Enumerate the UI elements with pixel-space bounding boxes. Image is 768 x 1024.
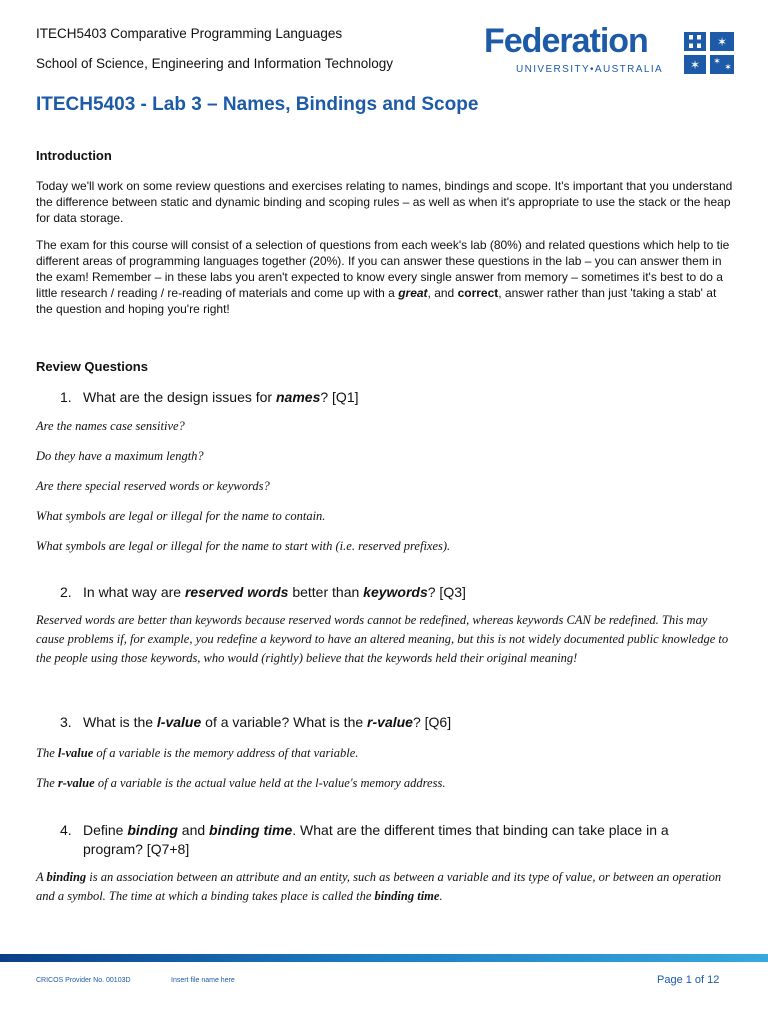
question-text — [83, 713, 713, 732]
q4-answer — [36, 868, 736, 906]
q1-emphasis: names — [276, 389, 321, 405]
q2-answer: Reserved words are better than keywords because reserved words cannot be redefined, whereas keywords CAN be redefined. This may cause problems if, for example, you redefine a keyword to have an altered meaning, but this is not widely documented public knowledge to the people using those keywords, who would (rightly) believe that the keywords held their original meaning! — [36, 613, 729, 665]
q1-answer-2: Do they have a maximum length? — [36, 449, 204, 463]
q1-text-pre: What are the design issues for — [83, 389, 276, 405]
q4-a-mid: is an association between an attribute and an entity, such as between a variable and its type of value, or between an operation and a symbol. The time at which a binding takes place is called the — [36, 870, 722, 903]
question-text — [83, 388, 713, 407]
svg-text:✶: ✶ — [689, 58, 701, 72]
file-name: Insert file name here — [171, 977, 235, 984]
svg-text:✶: ✶ — [713, 57, 721, 67]
school-header: School of Science, Engineering and Information Technology — [36, 56, 393, 71]
q3-answer-2 — [36, 774, 736, 793]
q4-text-pre: Define — [83, 822, 128, 838]
q3-text-pre: What is the — [83, 714, 157, 730]
svg-text:✶: ✶ — [716, 35, 728, 49]
q4-emphasis-1: binding — [127, 822, 178, 838]
intro-p2-text-c: , answer rather than just 'taking a stab' at the question and hoping you're right! — [36, 286, 717, 316]
q3-a1-pre: The — [36, 746, 58, 760]
q1-answer-4: What symbols are legal or illegal for the name to contain. — [36, 509, 326, 523]
q1-answer-1: Are the names case sensitive? — [36, 419, 185, 433]
question-text — [83, 821, 713, 859]
intro-p2-text-b: , and — [427, 286, 458, 300]
page-title: ITECH5403 - Lab 3 – Names, Bindings and Scope — [36, 94, 479, 115]
q1-answer-3: Are there special reserved words or keywords? — [36, 479, 270, 493]
q4-text-mid: and — [177, 822, 210, 838]
intro-p2-great: great — [398, 286, 428, 300]
flag-icon — [684, 32, 734, 74]
q3-a2-bold: r-value — [57, 776, 95, 790]
intro-paragraph-2 — [36, 237, 736, 317]
q2-text-post: ? [Q3] — [427, 584, 466, 600]
intro-p2-correct: correct — [457, 286, 499, 300]
q4-a-bold-1: binding — [46, 870, 87, 884]
question-number: 4. — [60, 822, 72, 838]
cricos-provider: CRICOS Provider No. 00103D — [36, 977, 131, 984]
logo-wordmark: Federation — [484, 22, 648, 60]
q4-text-post: . What are the different times that binding can take place in a program? [Q7+8] — [83, 822, 669, 857]
q3-a2-post: of a variable is the actual value held at the l-value's memory address. — [94, 776, 446, 790]
q1-text-post: ? [Q1] — [320, 389, 359, 405]
q3-emphasis-2: r-value — [367, 714, 413, 730]
q4-a-post: . — [439, 889, 443, 903]
review-questions-heading: Review Questions — [36, 359, 148, 374]
introduction-heading: Introduction — [36, 148, 112, 163]
q4-a-pre: A — [36, 870, 47, 884]
q3-emphasis-1: l-value — [156, 714, 202, 730]
intro-p2-text-a: The exam for this course will consist of a selection of questions from each week's lab (80%) and related questions which help to tie different areas of programming languages together (20%). If you can answer these questions in the lab – you can answer them in the exam! Remember – in these labs you aren't expected to know every single answer from memory – sometimes it's best to do a little research / reading / re-reading of materials and come up with a — [36, 238, 730, 300]
footer-stripe — [0, 954, 768, 962]
q2-emphasis-2: keywords — [363, 584, 428, 600]
federation-logo — [484, 22, 736, 78]
question-number: 3. — [60, 714, 72, 730]
q3-text-post: ? [Q6] — [412, 714, 452, 730]
intro-paragraph-1: Today we'll work on some review questions and exercises relating to names, bindings and scope. It's important that you understand the difference between static and dynamic binding and scoping rules – as well as when it's appropriate to use the stack or the heap for data storage. — [36, 179, 733, 225]
q4-a-bold-2: binding time — [374, 889, 440, 903]
question-number: 2. — [60, 584, 72, 600]
question-text — [83, 583, 713, 602]
q3-answer-1 — [36, 744, 736, 763]
q3-a1-bold: l-value — [57, 746, 94, 760]
logo-subtitle: UNIVERSITY•AUSTRALIA — [516, 64, 664, 75]
q3-a1-post: of a variable is the memory address of that variable. — [93, 746, 359, 760]
question-number: 1. — [60, 389, 72, 405]
q2-emphasis-1: reserved words — [184, 584, 289, 600]
page-number: Page 1 of 12 — [657, 974, 720, 986]
q4-emphasis-2: binding time — [209, 822, 293, 838]
q3-text-mid: of a variable? What is the — [201, 714, 368, 730]
q1-answer-5: What symbols are legal or illegal for the name to start with (i.e. reserved prefixes). — [36, 539, 451, 553]
q2-text-pre: In what way are — [83, 584, 185, 600]
svg-text:✶: ✶ — [724, 63, 732, 73]
q2-text-mid: better than — [288, 584, 364, 600]
q3-a2-pre: The — [36, 776, 58, 790]
course-header: ITECH5403 Comparative Programming Languages — [36, 26, 343, 41]
